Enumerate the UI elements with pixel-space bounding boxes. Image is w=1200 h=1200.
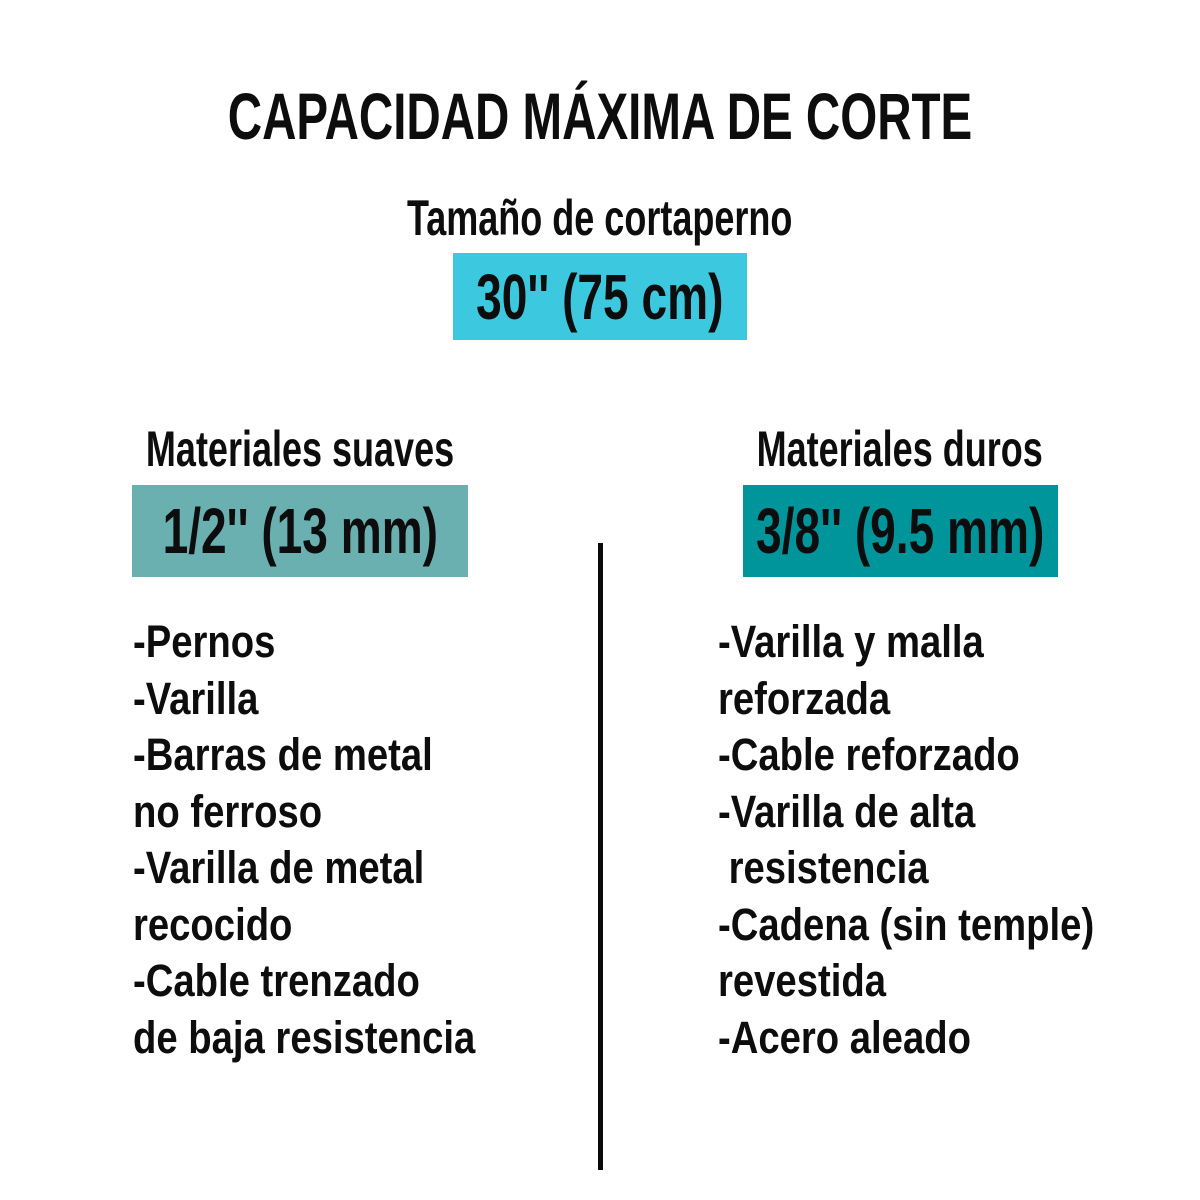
list-line: -Barras de metal: [133, 729, 433, 780]
page-title-text: CAPACIDAD MÁXIMA DE CORTE: [227, 79, 973, 153]
list-line: recocido: [133, 898, 293, 950]
cutter-size-label-text: Tamaño de cortaperno: [407, 190, 793, 246]
list-line: reforzada: [718, 672, 891, 724]
soft-capacity-value: 1/2'' (13 mm): [162, 495, 438, 567]
list-line: -Varilla y malla: [718, 616, 984, 667]
list-line: -Cable trenzado: [133, 955, 420, 1006]
list-line: -Cadena (sin temple): [718, 898, 1095, 950]
hard-capacity-badge: [743, 485, 1058, 577]
list-line: no ferroso: [133, 785, 323, 837]
cutter-size-label: [0, 190, 1200, 246]
hard-materials-heading: [600, 421, 1200, 477]
list-line: -Acero aleado: [718, 1011, 971, 1063]
list-line: -Cable reforzado: [718, 729, 1020, 780]
list-line: -Varilla de metal: [133, 842, 425, 893]
soft-materials-heading-text: Materiales suaves: [145, 421, 455, 477]
cutter-size-value: 30'' (75 cm): [476, 260, 724, 333]
soft-materials-heading: [0, 421, 600, 477]
cutter-size-badge: [453, 253, 747, 340]
list-line: -Varilla de alta: [718, 785, 976, 837]
page-title: [0, 79, 1200, 153]
hard-materials-list: [718, 614, 1161, 1066]
list-line: -Varilla: [133, 672, 259, 724]
hard-materials-heading-text: Materiales duros: [756, 421, 1044, 477]
list-line: de baja resistencia: [133, 1011, 476, 1063]
soft-capacity-badge: [132, 485, 468, 577]
soft-materials-list: [133, 614, 536, 1066]
hard-capacity-value: 3/8'' (9.5 mm): [756, 495, 1045, 567]
list-line: resistencia: [718, 842, 929, 893]
list-line: -Pernos: [133, 616, 276, 667]
list-line: revestida: [718, 955, 886, 1006]
column-divider: [598, 543, 603, 1170]
